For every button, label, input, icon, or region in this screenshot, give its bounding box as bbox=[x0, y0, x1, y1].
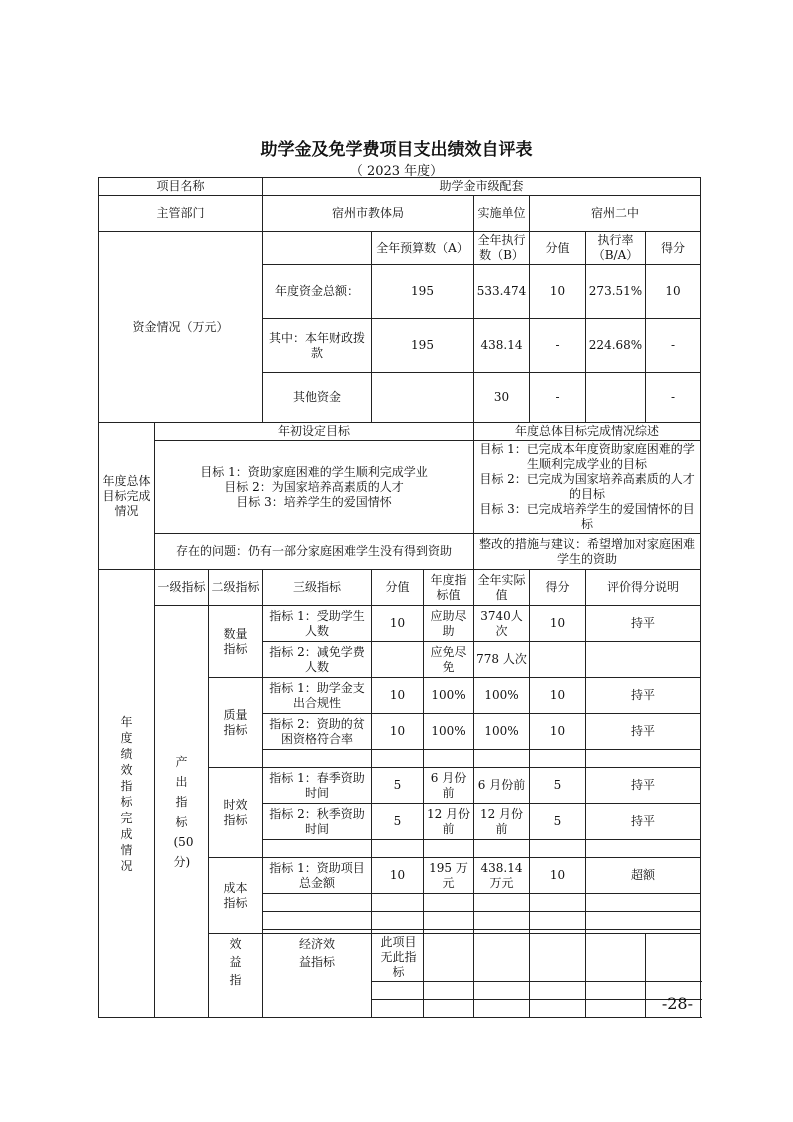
empty-cell bbox=[530, 912, 586, 930]
indicator-note: 持平 bbox=[586, 768, 701, 804]
quantity-label-text: 数量指标 bbox=[223, 626, 248, 656]
indicator-actual: 778 人次 bbox=[474, 642, 530, 678]
ind-header-8: 评价得分说明 bbox=[586, 570, 701, 606]
empty-cell bbox=[530, 750, 586, 768]
funds-header-budget: 全年预算数（A） bbox=[372, 232, 474, 265]
empty-cell bbox=[372, 982, 424, 1000]
ind-header-4: 分值 bbox=[372, 570, 424, 606]
indicator-name: 指标 2：秋季资助时间 bbox=[263, 804, 372, 840]
project-name-label: 项目名称 bbox=[99, 178, 263, 196]
funds-row-label: 其中：本年财政拨款 bbox=[263, 319, 372, 373]
empty-cell bbox=[586, 750, 701, 768]
indicator-actual: 12 月份前 bbox=[474, 804, 530, 840]
empty-cell bbox=[424, 840, 474, 858]
empty-cell bbox=[474, 840, 530, 858]
indicator-name: 此项目无此指标 bbox=[372, 934, 424, 982]
indicators-section-text: 年度绩效指标完成情况 bbox=[120, 714, 133, 873]
indicator-score: 10 bbox=[530, 606, 586, 642]
table-row bbox=[99, 441, 701, 534]
table-row bbox=[99, 570, 701, 606]
goals-done-text: 目标 1：已完成本年度资助家庭困难的学生顺利完成学业的目标 目标 2：已完成为国家培养高素质的人才的目标 目标 3：已完成培养学生的爱国情怀的目标 bbox=[474, 441, 701, 534]
indicator-target: 100% bbox=[424, 714, 474, 750]
indicator-name: 指标 2：资助的贫困资格符合率 bbox=[263, 714, 372, 750]
project-name: 助学金市级配套 bbox=[263, 178, 701, 196]
indicator-name: 指标 1：春季资助时间 bbox=[263, 768, 372, 804]
indicator-target: 100% bbox=[424, 678, 474, 714]
indicator-target: 195 万元 bbox=[424, 858, 474, 894]
indicator-score: 5 bbox=[530, 804, 586, 840]
empty-cell bbox=[424, 894, 474, 912]
output-label-text: 产出指标(50分) bbox=[173, 754, 194, 869]
empty-cell bbox=[372, 1000, 424, 1018]
indicator-note bbox=[586, 642, 701, 678]
funds-score: 10 bbox=[646, 265, 701, 319]
empty-cell bbox=[424, 750, 474, 768]
indicator-target: 6 月份前 bbox=[424, 768, 474, 804]
funds-row-label: 其他资金 bbox=[263, 373, 372, 423]
indicator-target: 12 月份前 bbox=[424, 804, 474, 840]
empty-cell bbox=[424, 934, 474, 982]
indicator-score: 5 bbox=[530, 768, 586, 804]
indicator-target: 应免尽免 bbox=[424, 642, 474, 678]
evaluation-sheet bbox=[98, 177, 701, 1018]
document-title: 助学金及免学费项目支出绩效自评表 bbox=[260, 140, 533, 160]
empty-cell bbox=[263, 750, 372, 768]
empty-cell bbox=[530, 1000, 586, 1018]
indicator-actual: 3740人次 bbox=[474, 606, 530, 642]
funds-header-score: 得分 bbox=[646, 232, 701, 265]
year-line: （ 2023 年度） bbox=[349, 164, 444, 179]
goals-set-text: 目标 1：资助家庭困难的学生顺利完成学业 目标 2：为国家培养高素质的人才 目标 3：培养学生的爱国情怀 bbox=[155, 441, 474, 534]
funds-score-val: - bbox=[530, 373, 586, 423]
funds-budget: 195 bbox=[372, 319, 474, 373]
indicator-actual: 438.14 万元 bbox=[474, 858, 530, 894]
funds-budget bbox=[372, 373, 474, 423]
table-row bbox=[99, 423, 701, 441]
funds-rate: 273.51% bbox=[586, 265, 646, 319]
funds-header-blank bbox=[263, 232, 372, 265]
indicator-score: 10 bbox=[530, 678, 586, 714]
empty-cell bbox=[474, 934, 530, 982]
empty-cell bbox=[263, 894, 372, 912]
empty-cell bbox=[474, 894, 530, 912]
indicator-note: 持平 bbox=[586, 714, 701, 750]
goals-label: 年度总体目标完成情况 bbox=[99, 423, 155, 570]
ind-header-6: 全年实际值 bbox=[474, 570, 530, 606]
indicator-note: 持平 bbox=[586, 678, 701, 714]
funds-exec: 438.14 bbox=[474, 319, 530, 373]
table-row bbox=[99, 178, 701, 196]
indicator-name: 指标 2：减免学费人数 bbox=[263, 642, 372, 678]
indicator-score-val: 5 bbox=[372, 804, 424, 840]
indicator-actual: 100% bbox=[474, 678, 530, 714]
empty-cell bbox=[586, 912, 701, 930]
cost-label-text: 成本指标 bbox=[223, 880, 248, 910]
benefit-label bbox=[209, 934, 263, 1018]
funds-header-rate: 执行率（B/A） bbox=[586, 232, 646, 265]
table-row bbox=[99, 232, 701, 265]
indicator-score-val: 10 bbox=[372, 678, 424, 714]
funds-exec: 533.474 bbox=[474, 265, 530, 319]
empty-cell bbox=[474, 982, 530, 1000]
indicator-note: 超额 bbox=[586, 858, 701, 894]
empty-cell bbox=[424, 912, 474, 930]
empty-cell bbox=[263, 912, 372, 930]
empty-cell bbox=[263, 840, 372, 858]
empty-cell bbox=[530, 934, 586, 982]
cost-label bbox=[209, 858, 263, 934]
funds-score-val: - bbox=[530, 319, 586, 373]
timeliness-label-text: 时效指标 bbox=[223, 797, 248, 827]
timeliness-label bbox=[209, 768, 263, 858]
empty-cell bbox=[530, 982, 586, 1000]
indicator-target: 应助尽助 bbox=[424, 606, 474, 642]
indicator-score-val bbox=[372, 642, 424, 678]
ind-header-5: 年度指标值 bbox=[424, 570, 474, 606]
indicator-actual: 100% bbox=[474, 714, 530, 750]
empty-cell bbox=[474, 1000, 530, 1018]
ind-header-2: 二级指标 bbox=[209, 570, 263, 606]
unit-value: 宿州二中 bbox=[530, 196, 701, 232]
funds-rate: 224.68% bbox=[586, 319, 646, 373]
indicators-section-label bbox=[99, 570, 155, 1018]
goals-measures: 整改的措施与建议：希望增加对家庭困难学生的资助 bbox=[474, 534, 701, 570]
indicator-note: 持平 bbox=[586, 606, 701, 642]
funds-header-exec: 全年执行数（B） bbox=[474, 232, 530, 265]
empty-cell bbox=[586, 1000, 646, 1018]
funds-header-score-val: 分值 bbox=[530, 232, 586, 265]
ind-header-1: 一级指标 bbox=[155, 570, 209, 606]
empty-cell bbox=[424, 1000, 474, 1018]
empty-cell bbox=[586, 840, 701, 858]
indicator-score bbox=[530, 642, 586, 678]
empty-cell bbox=[372, 912, 424, 930]
ind-header-7: 得分 bbox=[530, 570, 586, 606]
table-row bbox=[99, 534, 701, 570]
indicator-score-val: 10 bbox=[372, 858, 424, 894]
unit-label: 实施单位 bbox=[474, 196, 530, 232]
ind-header-3: 三级指标 bbox=[263, 570, 372, 606]
empty-cell bbox=[530, 840, 586, 858]
indicator-score-val: 10 bbox=[372, 714, 424, 750]
indicator-score: 10 bbox=[530, 714, 586, 750]
funds-label: 资金情况（万元） bbox=[99, 232, 263, 423]
economic-label bbox=[263, 934, 372, 1018]
funds-score-val: 10 bbox=[530, 265, 586, 319]
quality-label bbox=[209, 678, 263, 768]
indicator-name: 指标 1：资助项目总金额 bbox=[263, 858, 372, 894]
indicator-actual: 6 月份前 bbox=[474, 768, 530, 804]
quality-label-text: 质量指标 bbox=[223, 707, 248, 737]
economic-label-text: 经济效益指标 bbox=[298, 937, 335, 969]
empty-cell bbox=[372, 750, 424, 768]
empty-cell bbox=[586, 894, 701, 912]
empty-cell bbox=[474, 912, 530, 930]
funds-rate bbox=[586, 373, 646, 423]
goals-set-header: 年初设定目标 bbox=[155, 423, 474, 441]
empty-cell bbox=[474, 750, 530, 768]
indicator-note: 持平 bbox=[586, 804, 701, 840]
indicator-name: 指标 1：助学金支出合规性 bbox=[263, 678, 372, 714]
table-row bbox=[99, 606, 701, 642]
indicator-score: 10 bbox=[530, 858, 586, 894]
empty-cell bbox=[424, 982, 474, 1000]
funds-score: - bbox=[646, 319, 701, 373]
empty-cell bbox=[372, 894, 424, 912]
empty-cell bbox=[372, 840, 424, 858]
dept-label: 主管部门 bbox=[99, 196, 263, 232]
funds-exec: 30 bbox=[474, 373, 530, 423]
dept-value: 宿州市教体局 bbox=[263, 196, 474, 232]
funds-row-label: 年度资金总额： bbox=[263, 265, 372, 319]
empty-cell bbox=[586, 982, 646, 1000]
evaluation-table bbox=[98, 177, 701, 1018]
empty-cell bbox=[530, 894, 586, 912]
indicator-score-val: 10 bbox=[372, 606, 424, 642]
page-number: -28- bbox=[661, 994, 693, 1013]
indicator-name: 指标 1：受助学生人数 bbox=[263, 606, 372, 642]
funds-score: - bbox=[646, 373, 701, 423]
funds-budget: 195 bbox=[372, 265, 474, 319]
empty-cell bbox=[586, 934, 646, 982]
goals-done-header: 年度总体目标完成情况综述 bbox=[474, 423, 701, 441]
benefit-label-text: 效益指 bbox=[229, 937, 242, 987]
indicator-score-val: 5 bbox=[372, 768, 424, 804]
table-row bbox=[99, 196, 701, 232]
goals-problem: 存在的问题：仍有一部分家庭困难学生没有得到资助 bbox=[155, 534, 474, 570]
quantity-label bbox=[209, 606, 263, 678]
output-label bbox=[155, 606, 209, 1018]
empty-cell bbox=[646, 934, 701, 982]
